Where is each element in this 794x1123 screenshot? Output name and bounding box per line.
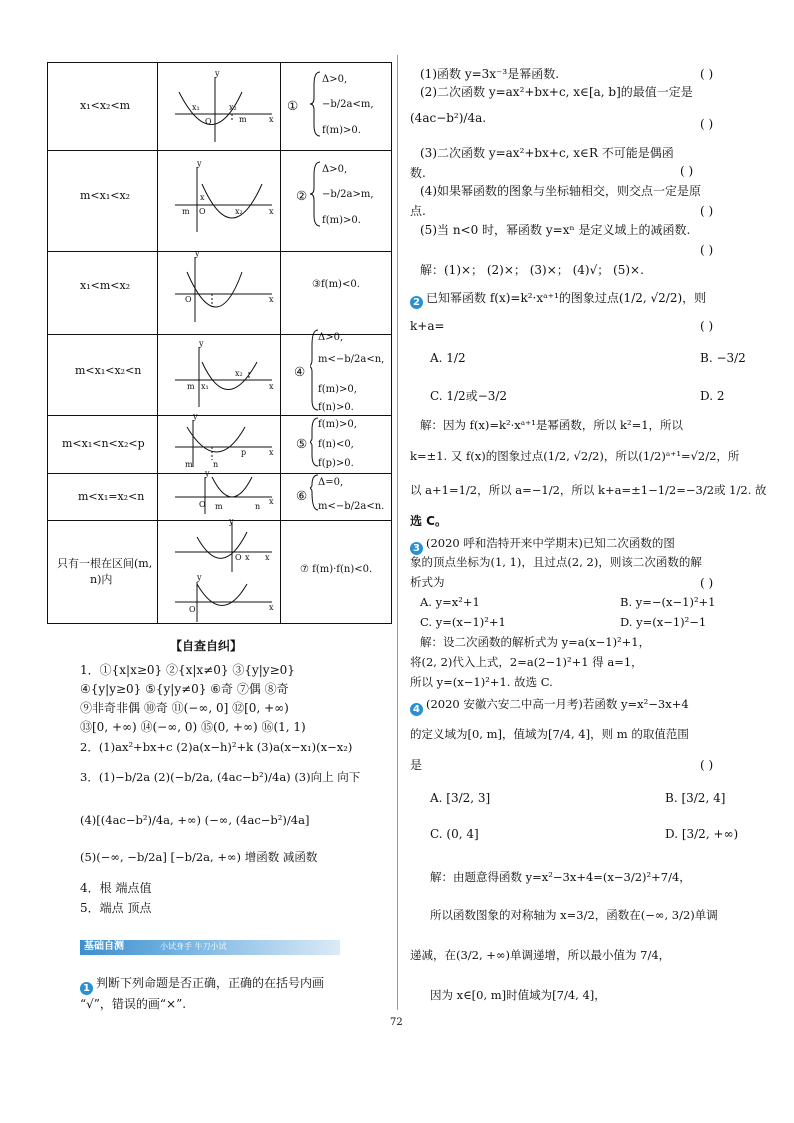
option-d: D. [3/2, +∞) [665,827,739,841]
result-line: Δ>0, [322,164,348,175]
svg-text:O: O [199,500,206,509]
svg-text:x₂: x₂ [235,369,243,378]
condition-text: m<x₁=x₂<n [78,490,145,503]
statement: (4)如果幂函数的图象与坐标轴相交，则交点一定是原 [420,184,702,198]
svg-text:O: O [199,207,206,216]
statement: 数. [410,166,426,180]
statement: (3)二次函数 y=ax²+bx+c, x∈R 不可能是偶函 [420,146,674,160]
svg-text:x: x [269,207,274,216]
answer-line: ⑨非奇非偶 ⑩奇 ⑪(−∞, 0] ⑫[0, +∞) [80,701,289,715]
condition-text: m<x₁<x₂ [80,189,131,202]
solution: 解：(1)×； (2)×； (3)×； (4)√； (5)×. [420,263,644,277]
solution: 以 a+1=1/2，所以 a=−1/2，所以 k+a=±1−1/2=−3/2或 1/2. 故 [410,483,767,497]
solution: 选 C。 [410,514,447,528]
statement: (4ac−b²)/4a. [410,111,487,125]
answer-line: 2．(1)ax²+bx+c (2)a(x−h)²+k (3)a(x−x₁)(x−x₂) [80,740,353,754]
page-number: 72 [390,1017,403,1028]
result-line: Δ>0, [322,74,348,85]
option-b: B. −3/2 [700,351,746,365]
svg-text:y: y [215,69,220,78]
svg-text:y: y [229,517,234,526]
section-title: 【自查自纠】 [170,639,243,653]
result-line: −b/2a>m, [322,189,374,200]
option-a: A. [3/2, 3] [430,791,491,805]
question-text: 析式为 [410,575,445,589]
banner-title: 基础自测 [84,941,124,952]
svg-text:x: x [269,448,274,457]
option-b: B. [3/2, 4] [665,791,726,805]
solution: 解：由题意得函数 y=x²−3x+4=(x−3/2)²+7/4， [430,870,691,884]
svg-text:x₂: x₂ [229,103,237,112]
svg-text:x: x [269,603,274,612]
svg-text:x: x [200,193,205,202]
statement: (1)函数 y=3x⁻³是幂函数. [420,67,560,81]
svg-text:y: y [197,573,202,582]
question-1-badge: 1 [80,976,93,995]
answer-line: ④{y|y≥0} ⑤{y|y≠0} ⑥奇 ⑦偶 ⑧奇 [80,682,289,696]
svg-text:x₁: x₁ [201,382,209,391]
condition-text: m<x₁<x₂<n [75,364,142,377]
result-line: f(p)>0. [318,458,354,469]
result-line: f(n)>0. [318,402,354,413]
row-number: ① [287,98,299,113]
question-text: 的定义域为[0, m]，值域为[7/4, 4]，则 m 的取值范围 [410,727,689,741]
svg-text:y: y [195,249,200,258]
question-text: 是 [410,758,423,772]
svg-text:y: y [197,159,202,168]
row-number: ⑤ [296,436,308,451]
condition-text: x₁<x₂<m [80,99,131,112]
option-a: A. y=x²+1 [420,595,480,609]
answer-line: 1．①{x|x≥0} ②{x|x≠0} ③{y|y≥0} [80,663,295,677]
svg-text:x₁: x₁ [192,103,200,112]
solution: 所以 y=(x−1)²+1. 故选 C. [410,675,553,689]
answer-paren: ( ) [680,164,694,178]
solution: 解：因为 f(x)=k²·xᵃ⁺¹是幂函数，所以 k²=1，所以 [420,418,684,432]
question-3-badge: 3 [410,536,423,555]
statement: (5)当 n<0 时，幂函数 y=xⁿ 是定义域上的减函数. [420,223,691,237]
result-line: f(n)<0, [318,439,354,450]
question-text: k+a= [410,319,445,333]
column-divider [397,55,398,1010]
answer-line: ⑬[0, +∞) ⑭(−∞, 0) ⑮(0, +∞) ⑯(1, 1) [80,720,306,734]
option-b: B. y=−(x−1)²+1 [620,595,716,609]
question-text: 象的顶点坐标为(1, 1)，且过点(2, 2)，则该二次函数的解 [410,555,702,569]
row-number: ⑥ [296,488,308,503]
banner-subtitle: 小试身手 牛刀小试 [160,942,227,951]
answer-paren: ( ) [700,243,714,257]
solution: 因为 x∈[0, m]时值域为[7/4, 4]， [430,988,606,1002]
question-text: (2020 安徽六安二中高一月考)若函数 y=x²−3x+4 [426,697,689,711]
section-banner [80,940,340,955]
parabola-sketches [157,62,279,624]
svg-text:m: m [182,207,190,216]
result-line: Δ>0, [318,332,344,343]
svg-text:O: O [205,117,212,126]
svg-text:y: y [199,339,204,348]
option-c: C. y=(x−1)²+1 [420,615,506,629]
solution: 递减，在(3/2, +∞)单调递增，所以最小值为 7/4， [410,948,671,962]
condition-text: x₁<m<x₂ [80,279,131,292]
question-4-badge: 4 [410,697,423,716]
solution: k=±1. 又 f(x)的图象过点(1/2, √2/2)，所以(1/2)ᵃ⁺¹=√2/2，所 [410,449,740,463]
question-text: (2020 呼和浩特开来中学期末)已知二次函数的图 [426,536,675,550]
svg-text:x₂: x₂ [235,207,243,216]
svg-text:m: m [185,460,193,469]
answer-line: 3．(1)−b/2a (2)(−b/2a, (4ac−b²)/4a) (3)向上 向下 [80,770,361,784]
svg-text:y: y [205,469,210,478]
result-line: f(m)>0, [318,419,357,430]
condition-text: n)内 [90,573,113,586]
result-line: f(m)>0, [318,384,357,395]
statement: (2)二次函数 y=ax²+bx+c, x∈[a, b]的最值一定是 [420,85,693,99]
condition-text: m<x₁<n<x₂<p [62,437,145,450]
answer-paren: ( ) [700,117,714,131]
svg-text:x: x [245,553,250,562]
solution: 解：设二次函数的解析式为 y=a(x−1)²+1， [420,635,651,649]
question-2-badge: 2 [410,290,423,309]
option-d: D. 2 [700,389,725,403]
question-text: 已知幂函数 f(x)=k²·xᵃ⁺¹的图象过点(1/2, √2/2)，则 [426,291,707,305]
svg-text:y: y [193,412,198,421]
result-line: ③f(m)<0. [312,279,360,290]
svg-text:m: m [215,502,223,511]
result-line: f(m)>0. [322,215,361,226]
answer-line: 5．端点 顶点 [80,901,152,915]
condition-text: 只有一根在区间(m, [57,557,153,570]
result-line: −b/2a<m, [322,99,374,110]
svg-text:O: O [189,605,196,614]
answer-paren: ( ) [700,576,714,590]
answer-paren: ( ) [700,758,714,772]
answer-paren: ( ) [700,319,714,333]
result-line: m<−b/2a<n. [318,501,385,512]
result-line: Δ=0, [318,477,344,488]
answer-paren: ( ) [700,204,714,218]
svg-text:m: m [187,382,195,391]
svg-text:x: x [269,115,274,124]
solution: 所以函数图象的对称轴为 x=3/2，函数在(−∞, 3/2)单调 [430,908,718,922]
option-a: A. 1/2 [430,351,466,365]
option-c: C. 1/2或−3/2 [430,389,508,403]
result-line: m<−b/2a<n, [318,354,385,365]
answer-line: (5)(−∞, −b/2a] [−b/2a, +∞) 增函数 减函数 [80,850,318,864]
svg-text:m: m [239,115,247,124]
question-text: 判断下列命题是否正确，正确的在括号内画 [96,976,325,990]
svg-text:n: n [213,460,219,469]
svg-text:p: p [241,448,247,457]
svg-text:x: x [269,497,274,506]
answer-line: 4．根 端点值 [80,881,152,895]
svg-text:O: O [235,553,242,562]
result-line: ⑦ f(m)·f(n)<0. [300,564,373,575]
row-number: ④ [294,364,306,379]
svg-text:x: x [269,382,274,391]
brace-marks [310,70,322,550]
option-c: C. (0, 4] [430,827,479,841]
result-line: f(m)>0. [322,125,361,136]
answer-paren: ( ) [700,67,714,81]
svg-text:O: O [185,295,192,304]
svg-text:n: n [255,502,261,511]
question-text: “√”，错误的画“×”. [80,997,187,1011]
solution: 将(2, 2)代入上式，2=a(2−1)²+1 得 a=1， [410,655,643,669]
answer-line: (4)[(4ac−b²)/4a, +∞) (−∞, (4ac−b²)/4a] [80,813,310,827]
svg-text:x: x [265,553,270,562]
svg-text:x: x [269,295,274,304]
row-number: ② [296,188,308,203]
statement: 点. [410,204,426,218]
option-d: D. y=(x−1)²−1 [620,615,707,629]
